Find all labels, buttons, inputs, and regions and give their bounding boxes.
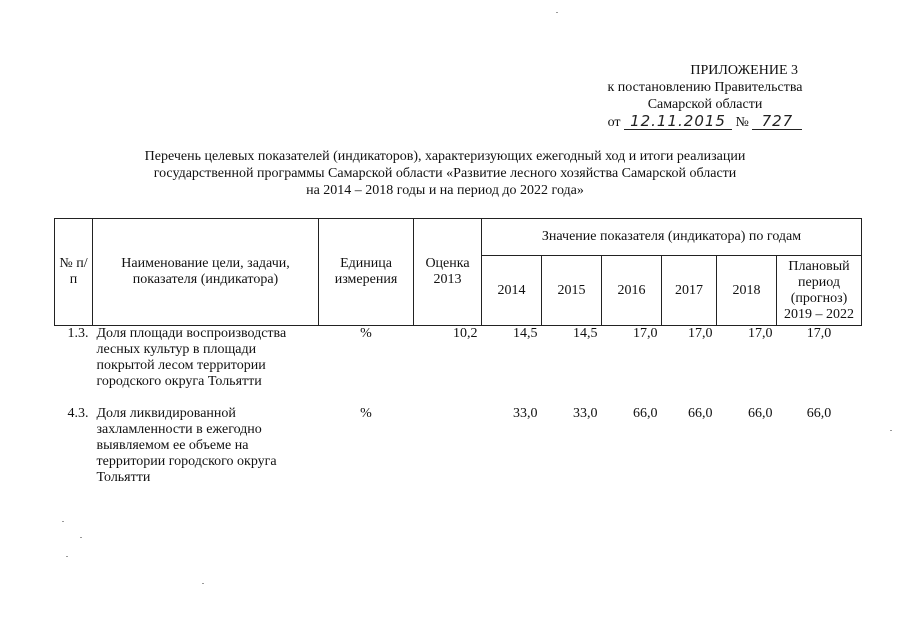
- scan-speck: [62, 521, 64, 522]
- title-line-2: государственной программы Самарской области «Развитие лесного хозяйства Самарской области: [153, 166, 737, 181]
- row-value-2018: 66,0: [748, 405, 773, 421]
- document-title: [100, 148, 790, 199]
- header-year-2014: 2014: [482, 256, 542, 326]
- scan-speck: [80, 537, 82, 538]
- table-row: [55, 406, 862, 496]
- header-year-2018: 2018: [717, 256, 777, 326]
- header-year-2016: 2016: [602, 256, 662, 326]
- header-year-2017: 2017: [662, 256, 717, 326]
- scan-speck: [66, 556, 68, 557]
- scan-speck: [202, 583, 204, 584]
- row-value-2014: 33,0: [513, 405, 538, 421]
- row-estimate: [414, 406, 482, 496]
- row-value-2017: 66,0: [688, 405, 713, 421]
- row-name: Доля площади воспроизводства лесных культур в площади покрытой лесом территории городского округа Тольятти: [96, 326, 287, 389]
- row-estimate: 10,2: [453, 326, 478, 341]
- header-unit: Единица измерения: [319, 219, 414, 326]
- table-row: [55, 326, 862, 406]
- appendix-line-2: Самарской области: [647, 97, 763, 112]
- header-plan-period: Плановый период (прогноз) 2019 – 2022: [777, 256, 862, 326]
- row-value-2015: 14,5: [573, 326, 598, 341]
- header-values-group: Значение показателя (индикатора) по годам: [482, 219, 862, 256]
- decree-line: [560, 114, 850, 131]
- appendix-title: ПРИЛОЖЕНИЕ 3: [690, 63, 798, 78]
- row-value-2017: 17,0: [688, 326, 713, 341]
- handwritten-number: 727: [752, 114, 802, 130]
- header-num: № п/п: [55, 219, 93, 326]
- row-value-2016: 66,0: [633, 405, 658, 421]
- row-plan: 66,0: [806, 405, 832, 421]
- row-num: 1.3.: [67, 326, 89, 341]
- appendix-line-1: к постановлению Правительства: [607, 80, 803, 95]
- handwritten-date: 12.11.2015: [624, 114, 732, 130]
- title-line-1: Перечень целевых показателей (индикаторов), характеризующих ежегодный ход и итоги реализации: [144, 149, 746, 164]
- header-name: Наименование цели, задачи, показателя (индикатора): [93, 219, 319, 326]
- row-value-2014: 14,5: [513, 326, 538, 341]
- row-name: Доля ликвидированной захламленности в ежегодно выявляемом ее объеме на территории городского округа Тольятти: [96, 405, 277, 485]
- row-unit: %: [360, 405, 372, 421]
- number-label: №: [735, 115, 749, 130]
- indicators-table: [54, 218, 862, 496]
- row-plan: 17,0: [806, 326, 832, 341]
- scan-speck: [890, 430, 892, 431]
- row-value-2016: 17,0: [633, 326, 658, 341]
- row-value-2018: 17,0: [748, 326, 773, 341]
- header-estimate: Оценка 2013: [414, 219, 482, 326]
- scan-speck: [556, 12, 558, 13]
- appendix-block: [560, 62, 850, 131]
- row-value-2015: 33,0: [573, 405, 598, 421]
- title-line-3: на 2014 – 2018 годы и на период до 2022 года»: [306, 183, 584, 198]
- header-year-2015: 2015: [542, 256, 602, 326]
- row-unit: %: [360, 326, 372, 341]
- row-num: 4.3.: [67, 405, 89, 421]
- from-label: от: [607, 115, 621, 130]
